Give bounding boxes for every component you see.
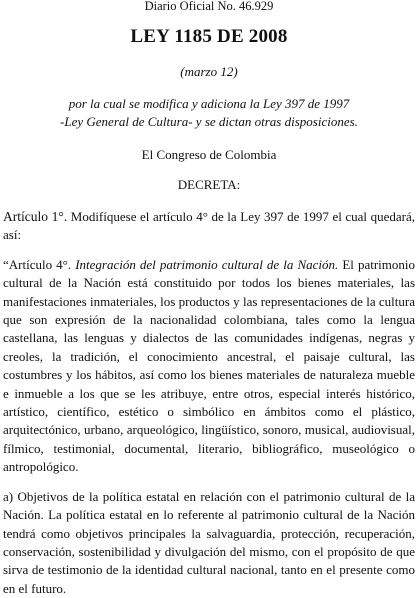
law-subtitle: [3, 95, 415, 131]
section-a-paragraph: a) Objetivos de la política estatal en relación con el patrimonio cultural de la Nación. La política estatal en lo referente al patrimonio cultural de la Nación tendrá como objetivos principales la salvaguardia, protección, recuperación, conservación, sostenibilidad y divulgación del mismo, con el propósito de que sirva de testimonio de la identidad cultural nacional, tanto en el presente como en el futuro.: [3, 488, 415, 596]
law-subtitle-line-1: por la cual se modifica y adiciona la Ley 397 de 1997: [68, 96, 350, 111]
article-4-paragraph: [3, 256, 415, 477]
gazette-number: Diario Oficial No. 46.929: [144, 0, 274, 13]
article-4-body: El patrimonio cultural de la Nación está constituido por todos los bienes materiales, las manifestaciones inmateriales, los productos y las representaciones de la cultura que son expresión de la nacionalidad colombiana, tales como la lengua castellana, las lenguas y dialectos de las comunidades indígenas, negras y creoles, la tradición, el conocimiento ancestral, el paisaje cultural, las costumbres y los hábitos, así como los bienes materiales de naturaleza mueble e inmueble a los que se les atribuye, entre otros, especial interés histórico, artístico, científico, estético o simbólico en ámbitos como el plástico, arquitectónico, urbano, arqueológico, lingüístico, sonoro, musical, audiovisual, fílmico, testimonial, documental, literario, bibliográfico, museológico o antropológico.: [3, 256, 415, 475]
article-1-text: Modifíquese el artículo 4° de la Ley 397 de 1997 el cual quedará, así:: [3, 209, 415, 243]
article-1-label: Artículo 1°.: [3, 209, 68, 224]
issuer: El Congreso de Colombia: [141, 147, 277, 162]
article-4-heading: Integración del patrimonio cultural de la Nación.: [75, 256, 339, 272]
law-date: (marzo 12): [180, 64, 238, 79]
article-4-open: “Artículo 4°.: [3, 256, 76, 272]
law-title: LEY 1185 DE 2008: [130, 26, 288, 47]
decree-word: DECRETA:: [177, 177, 241, 192]
law-subtitle-line-2: -Ley General de Cultura- y se dictan otras disposiciones.: [60, 114, 358, 129]
article-1-paragraph: [3, 208, 415, 245]
